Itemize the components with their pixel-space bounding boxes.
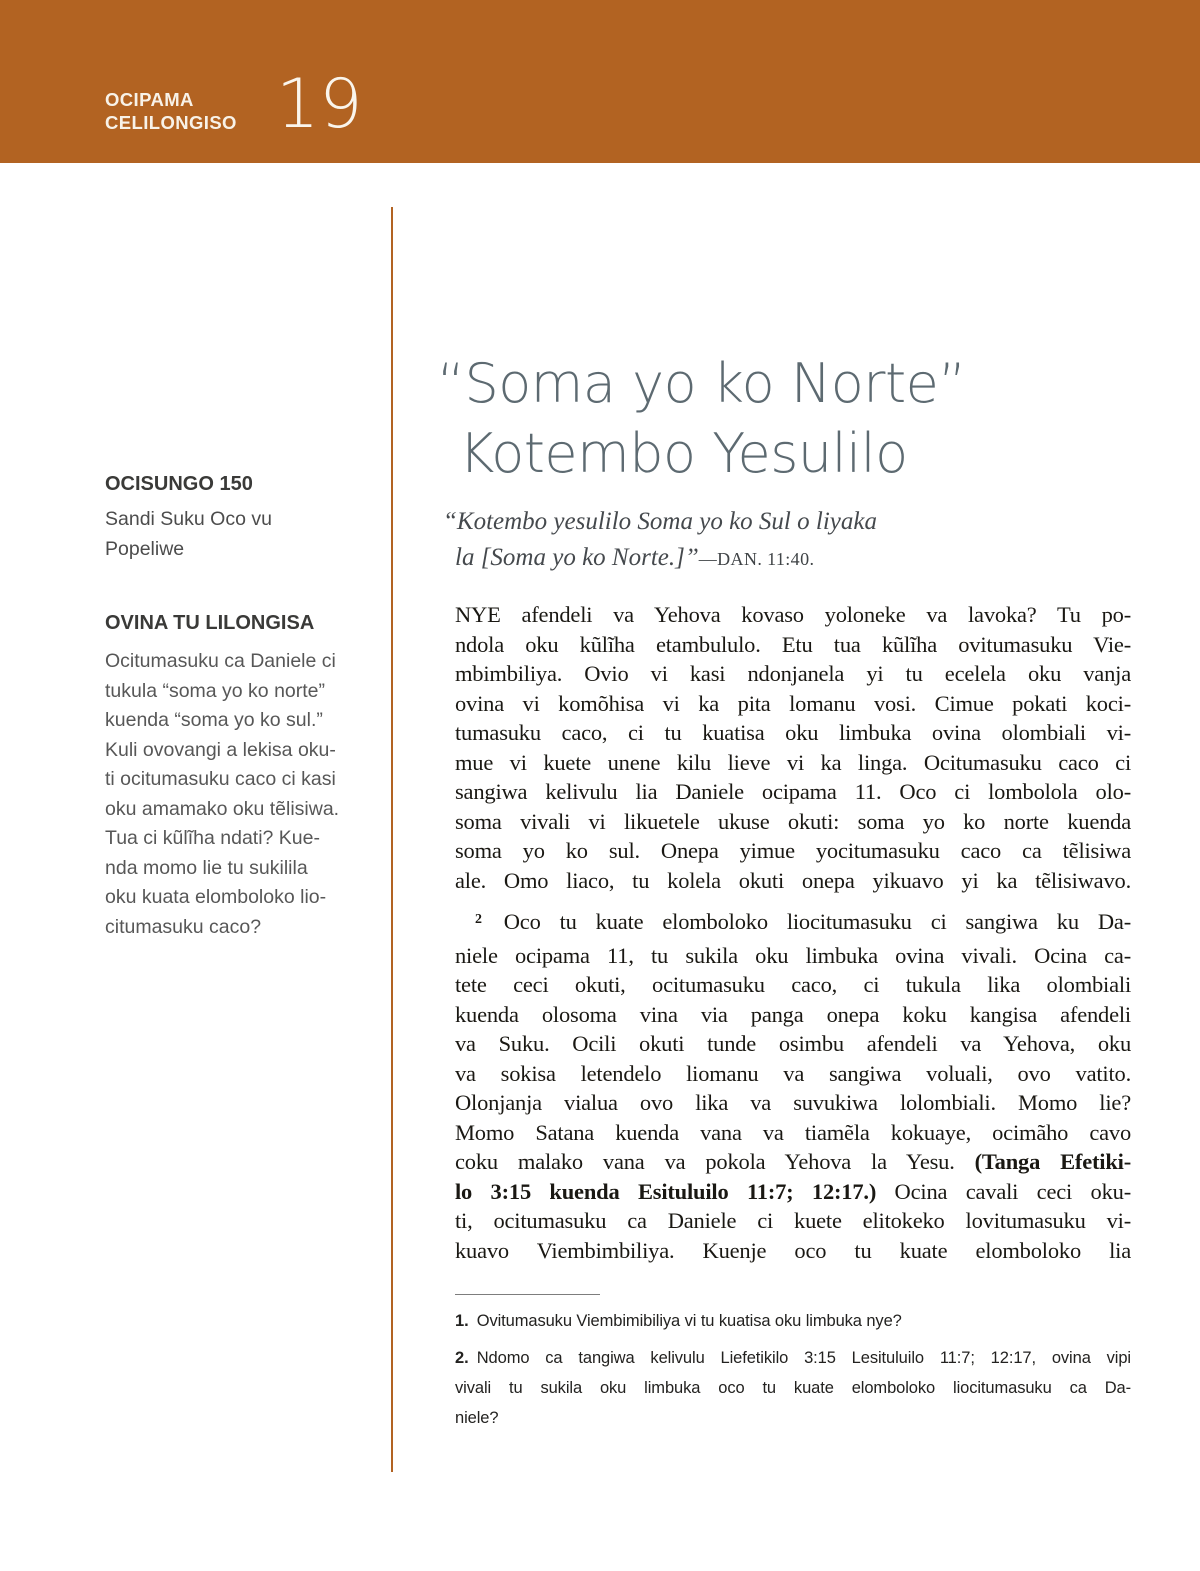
sidebar xyxy=(105,471,391,942)
body-paragraph-2: $^2$ Oco tu kuate elomboloko liocitumasuku ci sangiwa ku Da- niele ocipama 11, tu sukila oku limbuka ovina vivali. Ocina ca- tete ceci okuti, ocitumasuku caco, ci tukula lika olombiali kuenda olosoma vina via panga onepa koku kangisa afendeli va Suku. Ocili okuti tunde osimbu afendeli va Yehova, oku va sokisa letendelo liomanu va sangiwa voluali, ovo vatito. Olonjanja vialua ovo lika va suvukiwa lolombiali. Momo lie? Momo Satana kuenda vana va tiamẽla kokuaye, ocimãho cavo coku malako vana va pokola Yehova la Yesu. (Tanga Efetiki- lo 3:15 kuenda Esituluilo 11:7; 12:17.) Ocina cavali ceci oku- ti, ocitumasuku ca Daniele ci kuete elitokeko lovitumasuku vi- kuavo Viembimbiliya. Kuenje oco tu kuate elomboloko lia xyxy=(455,909,1132,1263)
footnote-2: 2. Ndomo ca tangiwa kelivulu Liefetikilo 3:15 Lesituluilo 11:7; 12:17, ovina vipi vivali tu sukila oku limbuka oco tu kuate elomboloko liocitumasuku ca Da- niele? xyxy=(455,1349,1131,1427)
chapter-kicker-line1: OCIPAMA xyxy=(105,89,194,110)
article-body xyxy=(455,600,1131,1265)
theme-scripture: “Kotembo yesulilo Soma yo ko Sul o liyaka la [Soma yo ko Norte.]”—DAN. 11:40. xyxy=(443,508,877,571)
study-box-text: Ocitumasuku ca Daniele ci tukula “soma yo ko norte” kuenda “soma yo ko sul.” Kuli ovovangi a lekisa oku- ti ocitumasuku caco ci kasi oku amamako oku tẽlisiwa. Tua ci kũlĩha ndati? Kue- nda momo lie tu sukilila oku kuata elomboloko lio- citumasuku caco? xyxy=(105,650,340,938)
song-label: OCISUNGO 150 xyxy=(105,473,253,495)
footnote-1: 1. Ovitumasuku Viembimibiliya vi tu kuatisa oku limbuka nye? xyxy=(455,1312,902,1330)
chapter-number: 19 xyxy=(276,65,363,144)
chapter-kicker xyxy=(105,88,237,134)
column-divider-rule xyxy=(391,207,393,1472)
chapter-band xyxy=(0,0,1200,163)
body-paragraph-1: NYE afendeli va Yehova kovaso yoloneke va lavoka? Tu po- ndola oku kũlĩha etambululo. Etu tua kũlĩha ovitumasuku Vie- mbimbiliya. Ovio vi kasi ndonjanela yi tu ecelela oku vanja ovina vi komõhisa vi ka pita lomanu vosi. Cimue pokati koci- tumasuku caco, ci tu kuatisa oku limbuka ovina olombiali vi- mue vi kuete unene kilu lieve vi ka linga. Ocitumasuku caco ci sangiwa kelivulu lia Daniele ocipama 11. Oco ci lombolola olo- soma vivali vi likuetele ukuse okuti: soma yo ko norte kuenda soma yo ko sul. Onepa yimue yocitumasuku caco ca tẽlisiwa ale. Omo liaco, tu kolela okuti onepa yikuavo yi ka tẽlisiwavo. xyxy=(455,602,1131,893)
footnotes xyxy=(455,1294,1131,1433)
footnote-rule xyxy=(455,1294,600,1295)
study-box-heading: OVINA TU LILONGISA xyxy=(105,612,315,634)
song-title: Sandi Suku Oco vu Popeliwe xyxy=(105,508,272,560)
chapter-kicker-line2: CELILONGISO xyxy=(105,112,237,133)
article-title: “Soma yo ko Norte” Kotembo Yesulilo xyxy=(437,352,966,485)
